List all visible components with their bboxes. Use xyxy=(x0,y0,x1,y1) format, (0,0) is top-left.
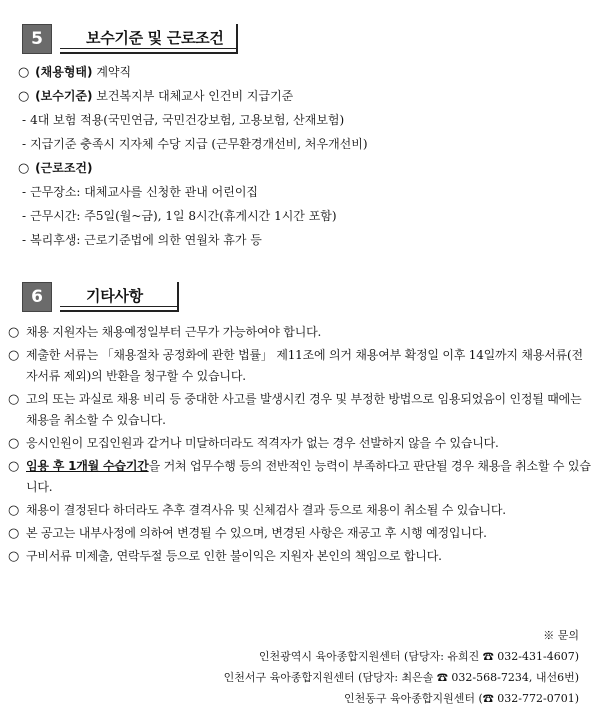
notice-text xyxy=(26,456,592,498)
section6-title: 기타사항 xyxy=(60,285,177,307)
dash-bullet: - xyxy=(22,137,27,151)
pay-standard-line xyxy=(18,84,601,108)
contact-line: 인천광역시 육아종합지원센터 (담당자: 유희진 ☎ 032-431-4607) xyxy=(258,650,579,663)
notice-text: 구비서류 미제출, 연락두절 등으로 인한 불이익은 지원자 본인의 책임으로 합니다. xyxy=(26,549,442,563)
list-item xyxy=(8,433,592,454)
section6-body xyxy=(8,322,592,567)
notice-text: 채용 지원자는 채용예정일부터 근무가 가능하여야 합니다. xyxy=(26,325,322,339)
probation-rest: 을 거쳐 업무수행 등의 전반적인 능력이 부족하다고 판단될 경우 채용을 취소할 수 있습니다. xyxy=(26,459,591,494)
list-item xyxy=(8,389,592,431)
pay-item: 4대 보험 적용(국민연금, 국민건강보험, 고용보험, 산재보험) xyxy=(30,113,345,127)
dash-bullet: - xyxy=(22,185,27,199)
dash-bullet: - xyxy=(22,209,27,223)
contact-line: 인천동구 육아종합지원센터 (☎ 032-772-0701) xyxy=(343,692,579,705)
condition-item: 복리후생: 근로기준법에 의한 연월차 휴가 등 xyxy=(30,233,262,247)
circle-icon: ○ xyxy=(8,348,20,363)
section5-title: 보수기준 및 근로조건 xyxy=(60,27,236,49)
probation-emphasis: 임용 후 1개월 수습기간 xyxy=(26,459,149,473)
notice-text: 응시인원이 모집인원과 같거나 미달하더라도 적격자가 없는 경우 선발하지 않을 수 있습니다. xyxy=(26,436,499,450)
circle-icon: ○ xyxy=(8,549,20,564)
pay-item: 지급기준 충족시 지자체 수당 지급 (근무환경개선비, 처우개선비) xyxy=(30,137,368,151)
pay-standard-value: 보건복지부 대체교사 인건비 지급기준 xyxy=(96,89,294,103)
list-item xyxy=(8,322,592,343)
section5-body xyxy=(18,60,601,252)
notice-text: 본 공고는 내부사정에 의하여 변경될 수 있으며, 변경된 사항은 재공고 후 시행 예정입니다. xyxy=(26,526,487,540)
probation-item xyxy=(8,456,592,498)
section5-number: 5 xyxy=(22,24,52,54)
notice-text: 채용이 결정된다 하더라도 추후 결격사유 및 신체검사 결과 등으로 채용이 취소될 수 있습니다. xyxy=(26,503,506,517)
circle-icon: ○ xyxy=(18,161,30,176)
list-item xyxy=(8,523,592,544)
pay-standard-label: (보수기준) xyxy=(35,89,93,103)
section5-title-box xyxy=(60,24,238,54)
list-item xyxy=(8,546,592,567)
contact-title: ※ 문의 xyxy=(543,629,579,642)
list-item xyxy=(18,180,601,204)
employment-type-value: 계약직 xyxy=(96,65,132,79)
notice-text: 제출한 서류는 「채용절차 공정화에 관한 법률」 제11조에 의거 채용여부 확정일 이후 14일까지 채용서류(전자서류 제외)의 반환을 청구할 수 있습니다. xyxy=(26,348,583,383)
circle-icon: ○ xyxy=(8,459,20,474)
circle-icon: ○ xyxy=(8,392,20,407)
contact-line: 인천서구 육아종합지원센터 (담당자: 최은솔 ☎ 032-568-7234, 내선6번) xyxy=(223,671,579,684)
dash-bullet: - xyxy=(22,233,27,247)
section6-header xyxy=(22,282,601,312)
circle-icon: ○ xyxy=(18,65,30,80)
circle-icon: ○ xyxy=(18,89,30,104)
employment-type-label: (채용형태) xyxy=(35,65,93,79)
work-conditions-label: (근로조건) xyxy=(35,161,93,175)
list-item xyxy=(18,204,601,228)
circle-icon: ○ xyxy=(8,526,20,541)
work-conditions-line xyxy=(18,156,601,180)
list-item xyxy=(8,345,592,387)
circle-icon: ○ xyxy=(8,503,20,518)
list-item xyxy=(8,500,592,521)
section6-number: 6 xyxy=(22,282,52,312)
list-item xyxy=(18,132,601,156)
section6-title-box xyxy=(60,282,179,312)
condition-item: 근무장소: 대체교사를 신청한 관내 어린이집 xyxy=(30,185,259,199)
section5-header xyxy=(22,24,601,54)
list-item xyxy=(18,108,601,132)
list-item xyxy=(18,228,601,252)
contact-info xyxy=(224,625,579,709)
dash-bullet: - xyxy=(22,113,27,127)
employment-type-line xyxy=(18,60,601,84)
circle-icon: ○ xyxy=(8,436,20,451)
circle-icon: ○ xyxy=(8,325,20,340)
condition-item: 근무시간: 주5일(월~금), 1일 8시간(휴게시간 1시간 포함) xyxy=(30,209,337,223)
notice-text: 고의 또는 과실로 채용 비리 등 중대한 사고를 발생시킨 경우 및 부정한 방법으로 임용되었음이 인정될 때에는 채용을 취소할 수 있습니다. xyxy=(26,392,582,427)
